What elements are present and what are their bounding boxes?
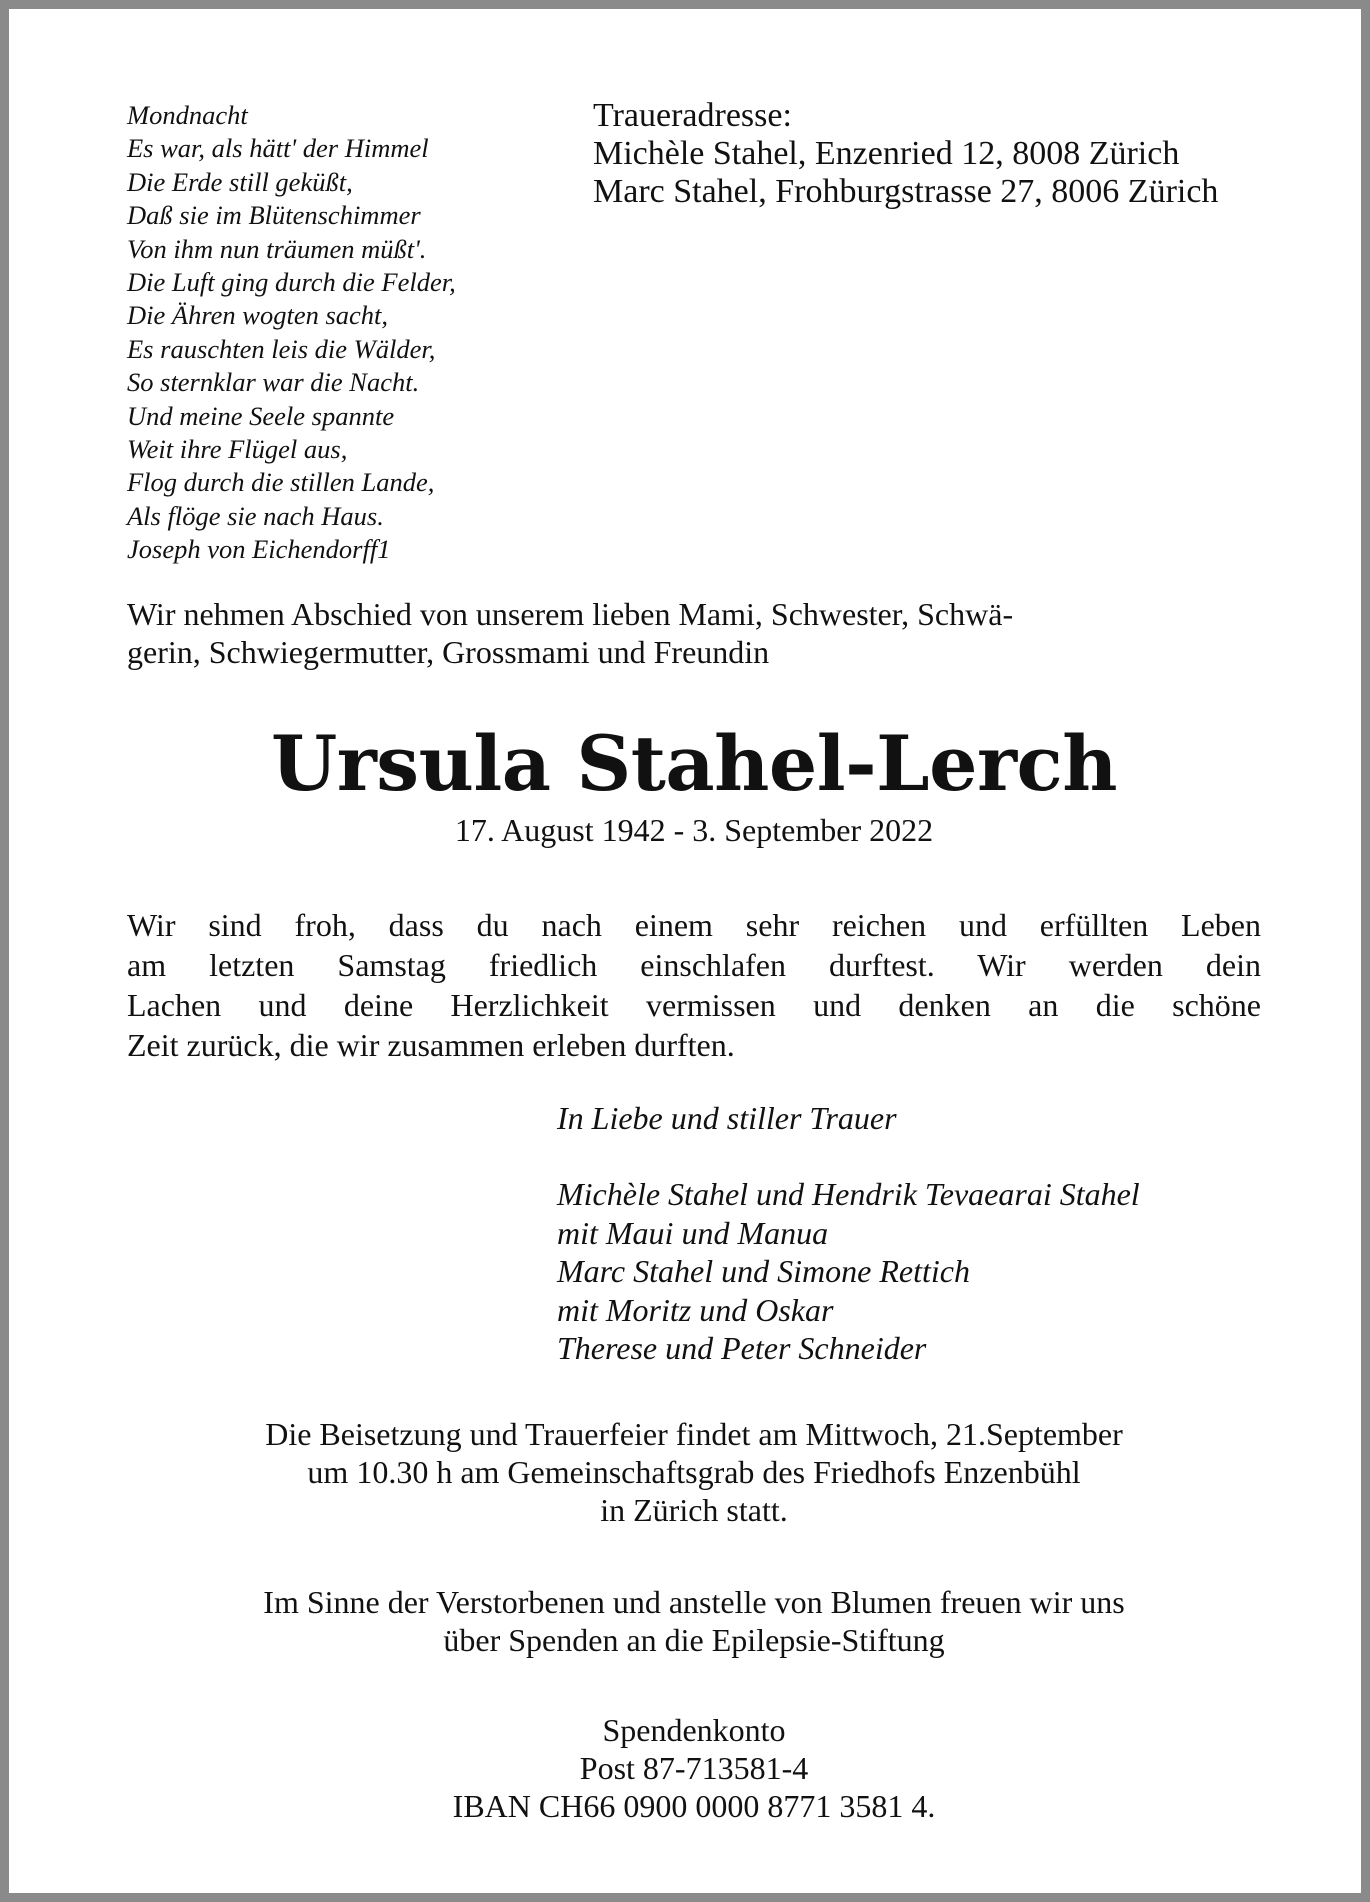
poem <box>127 99 567 567</box>
message-line: Wir sind froh, dass du nach einem sehr reichen und erfüllten Leben <box>127 907 1261 943</box>
account-heading: Spendenkonto <box>602 1712 786 1748</box>
closing-phrase: In Liebe und stiller Trauer <box>557 1100 897 1136</box>
poem-line: Die Erde still geküßt, <box>127 166 353 197</box>
mourner-line: Marc Stahel und Simone Rettich <box>557 1253 970 1290</box>
mourner-line: mit Maui und Manua <box>557 1214 829 1251</box>
address-heading: Traueradresse: <box>593 97 792 134</box>
mourners-list <box>557 1175 1277 1368</box>
ceremony-line: Die Beisetzung und Trauerfeier findet am Mittwoch, 21.September <box>265 1416 1123 1452</box>
poem-line: Es war, als hätt' der Himmel <box>127 133 429 164</box>
ceremony-line: in Zürich statt. <box>600 1492 788 1528</box>
life-dates: 17. August 1942 - 3. September 2022 <box>454 812 934 848</box>
poem-line: Die Luft ging durch die Felder, <box>127 267 456 298</box>
message-line: Lachen und deine Herzlichkeit vermissen und denken an die schöne <box>127 987 1261 1023</box>
poem-line: Als flöge sie nach Haus. <box>127 500 384 531</box>
poem-line: Und meine Seele spannte <box>127 400 395 431</box>
address-line: Marc Stahel, Frohburgstrasse 27, 8006 Zürich <box>593 173 1219 210</box>
ceremony-line: um 10.30 h am Gemeinschaftsgrab des Friedhofs Enzenbühl <box>307 1454 1081 1490</box>
mourner-line: Therese und Peter Schneider <box>557 1330 927 1367</box>
poem-line: Flog durch die stillen Lande, <box>127 467 435 498</box>
poem-title: Mondnacht <box>127 100 248 130</box>
poem-line: Es rauschten leis die Wälder, <box>127 333 436 364</box>
message-line: Zeit zurück, die wir zusammen erleben durften. <box>127 1027 735 1063</box>
address-line: Michèle Stahel, Enzenried 12, 8008 Zürich <box>593 135 1180 172</box>
donation-account <box>9 1711 1370 1825</box>
poem-line: So sternklar war die Nacht. <box>127 367 420 398</box>
poem-line: Von ihm nun träumen müßt'. <box>127 233 427 264</box>
iban: IBAN CH66 0900 0000 8771 3581 4. <box>452 1788 936 1824</box>
mourner-line: Michèle Stahel und Hendrik Tevaearai Stahel <box>557 1176 1140 1212</box>
intro-line: Wir nehmen Abschied von unserem lieben Mami, Schwester, Schwä- <box>127 596 1014 632</box>
farewell-intro <box>127 595 1267 671</box>
ceremony-notice <box>9 1415 1370 1529</box>
message-line: am letzten Samstag friedlich einschlafen durftest. Wir werden dein <box>127 947 1261 983</box>
donation-line: Im Sinne der Verstorbenen und anstelle von Blumen freuen wir uns <box>263 1584 1125 1620</box>
postal-account: Post 87-713581-4 <box>579 1750 809 1786</box>
mourner-line: mit Moritz und Oskar <box>557 1291 834 1328</box>
poem-line: Die Ähren wogten sacht, <box>127 300 389 331</box>
mourning-address <box>593 97 1353 211</box>
memorial-message <box>127 905 1261 1065</box>
poem-line: Weit ihre Flügel aus, <box>127 434 348 465</box>
donation-notice <box>9 1583 1370 1659</box>
poem-line: Daß sie im Blütenschimmer <box>127 200 421 231</box>
donation-line: über Spenden an die Epilepsie-Stiftung <box>443 1622 945 1658</box>
deceased-name: Ursula Stahel-Lerch <box>270 719 1118 808</box>
poem-author: Joseph von Eichendorff1 <box>127 534 391 565</box>
intro-line: gerin, Schwiegermutter, Grossmami und Freundin <box>127 634 770 670</box>
